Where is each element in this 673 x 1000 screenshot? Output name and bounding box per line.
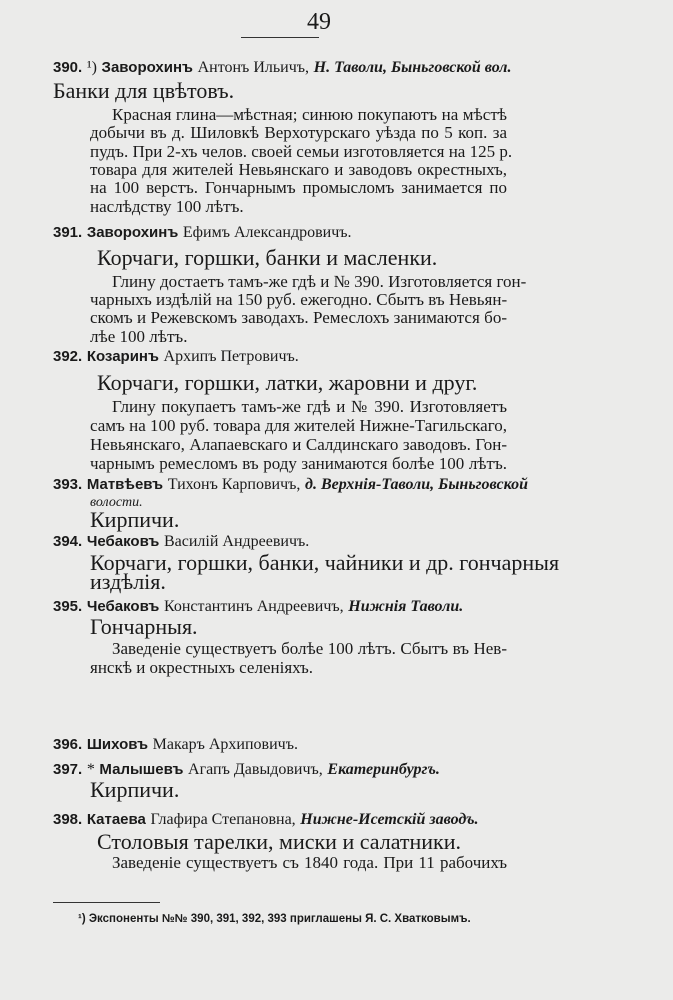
body-line: чарныхъ издѣлій на 150 руб. ежегодно. Сбытъ въ Невьян- — [90, 290, 508, 309]
entry-number: 395. — [53, 598, 83, 615]
body-line: Красная глина—мѣстная; синюю покупаютъ на мѣстѣ — [112, 105, 507, 124]
entry-390-product: Банки для цвѣтовъ. — [53, 78, 235, 103]
entry-390-heading — [53, 60, 512, 76]
surname: Чебаковъ — [86, 533, 160, 550]
entry-392-product: Корчаги, горшки, латки, жаровни и друг. — [97, 370, 478, 395]
surname: Шиховъ — [86, 736, 149, 753]
body-line: Заведеніе существуетъ съ 1840 года. При 11 рабочихъ — [112, 853, 507, 872]
body-line: Глину достаетъ тамъ-же гдѣ и № 390. Изготовляется гон- — [112, 272, 527, 291]
entry-number: 397. — [53, 761, 83, 778]
place: д. Верхнія-Таволи, Быньговской — [305, 476, 528, 493]
page-number-rule — [241, 37, 319, 38]
body-line: самъ на 100 руб. товара для жителей Нижне-Тагильскаго, — [90, 416, 507, 435]
entry-391-heading — [53, 225, 352, 241]
body-line: добычи въ д. Шиловкѣ Верхотурскаго уѣзда по 5 коп. за — [90, 123, 507, 142]
given-name: Антонъ Ильичъ, — [197, 59, 310, 76]
surname: Чебаковъ — [86, 598, 160, 615]
given-name: Макаръ Архиповичъ. — [152, 736, 298, 753]
body-line: Глину покупаетъ тамъ-же гдѣ и № 390. Изготовляетъ — [112, 397, 507, 416]
place: Нижнія Таволи. — [348, 598, 464, 615]
surname: Козаринъ — [86, 348, 159, 365]
footnote-rule — [53, 902, 160, 903]
entry-397-heading — [53, 762, 440, 778]
entry-394-heading — [53, 534, 309, 550]
body-line: лѣе 100 лѣтъ. — [90, 327, 188, 346]
asterisk-mark: * — [86, 761, 95, 778]
entry-394-product: Корчаги, горшки, банки, чайники и др. гончарныя — [90, 550, 560, 575]
given-name: Архипъ Петровичъ. — [163, 348, 299, 365]
entry-number: 391. — [53, 224, 83, 241]
place-continued: волости. — [90, 495, 143, 510]
given-name: Василій Андреевичъ. — [163, 533, 310, 550]
surname: Заворохинъ — [101, 59, 193, 76]
given-name: Ефимъ Александровичъ. — [182, 224, 352, 241]
given-name: Константинъ Андреевичъ, — [163, 598, 344, 615]
place: Екатеринбургъ. — [327, 761, 440, 778]
entry-393-heading — [53, 477, 528, 493]
body-line: Невьянскаго, Алапаевскаго и Салдинскаго заводовъ. Гон- — [90, 435, 507, 454]
entry-393-product: Кирпичи. — [90, 507, 180, 532]
surname: Катаева — [86, 811, 146, 828]
body-line: на 100 верстъ. Гончарнымъ промысломъ занимается по — [90, 178, 507, 197]
surname: Заворохинъ — [86, 224, 179, 241]
body-line: янскѣ и окрестныхъ селеніяхъ. — [90, 658, 314, 677]
entry-396-heading — [53, 737, 298, 753]
entry-number: 393. — [53, 476, 83, 493]
body-line: пудъ. При 2-хъ челов. своей семьи изготовляется на 125 р. — [90, 142, 513, 161]
entry-number: 390. — [53, 59, 83, 76]
given-name: Глафира Степановна, — [150, 811, 296, 828]
place: Н. Таволи, Быньговской вол. — [313, 59, 512, 76]
body-line: товара для жителей Невьянскаго и заводовъ окрестныхъ, — [90, 160, 507, 179]
entry-number: 398. — [53, 811, 83, 828]
footnote-mark: ¹) — [86, 59, 97, 76]
surname: Матвѣевъ — [86, 476, 164, 493]
body-line: чарнымъ ремесломъ въ роду занимаются болѣе 100 лѣтъ. — [90, 454, 507, 473]
entry-number: 394. — [53, 533, 83, 550]
body-line: скомъ и Режевскомъ заводахъ. Ремеслохъ занимаются бо- — [90, 308, 507, 327]
entry-391-product: Корчаги, горшки, банки и масленки. — [97, 245, 438, 270]
surname: Малышевъ — [99, 761, 184, 778]
entry-392-heading — [53, 349, 299, 365]
given-name: Агапъ Давыдовичъ, — [188, 761, 323, 778]
body-line: наслѣдству 100 лѣтъ. — [90, 197, 244, 216]
body-line: Заведеніе существуетъ болѣе 100 лѣтъ. Сбытъ въ Нев- — [112, 639, 507, 658]
place: Нижне-Исетскій заводъ. — [300, 811, 479, 828]
entry-395-product: Гончарныя. — [90, 614, 198, 639]
entry-395-heading — [53, 599, 463, 615]
entry-397-product: Кирпичи. — [90, 777, 180, 802]
entry-number: 396. — [53, 736, 83, 753]
entry-number: 392. — [53, 348, 83, 365]
given-name: Тихонъ Карповичъ, — [167, 476, 301, 493]
entry-398-product: Столовыя тарелки, миски и салатники. — [97, 829, 462, 854]
page-number: 49 — [307, 9, 331, 35]
footnote: ¹) Экспоненты №№ 390, 391, 392, 393 приглашены Я. С. Хватковымъ. — [78, 913, 471, 925]
entry-394-product-continued: издѣлія. — [90, 569, 166, 594]
entry-398-heading — [53, 812, 479, 828]
